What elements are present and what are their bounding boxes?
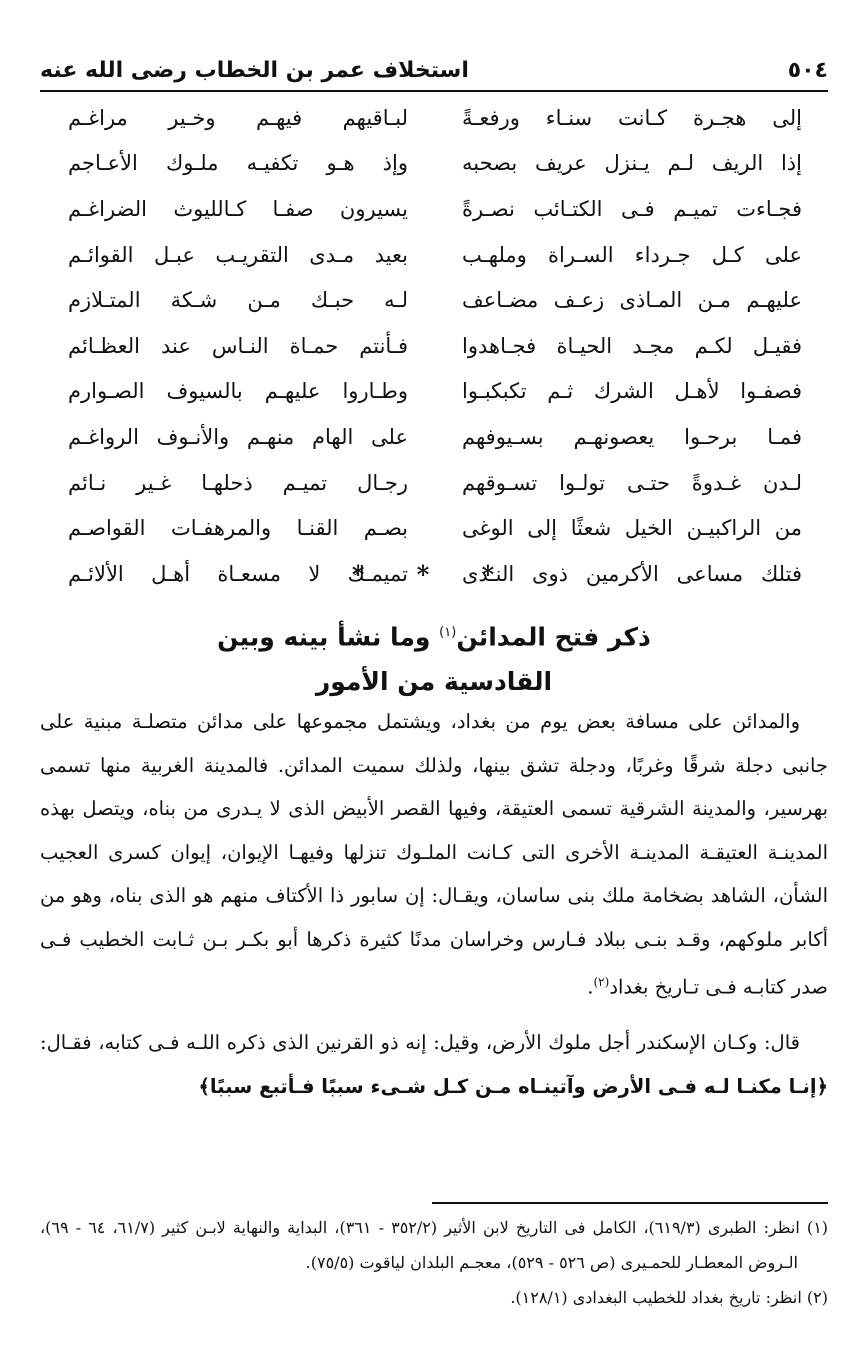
- running-title: استخلاف عمر بن الخطاب رضى الله عنه: [40, 57, 469, 83]
- poem-verse: [40, 505, 828, 551]
- poem-verse: [40, 95, 828, 141]
- footnote: (٢) انظر: تاريخ بغداد للخطيب البغدادى (١٢٨/١).: [510, 1288, 828, 1307]
- paragraph: [40, 700, 828, 1009]
- verse-second-hemistich: وإذ هـو تكفيـه ملـوك الأعـاجم: [68, 151, 408, 176]
- verse-second-hemistich: فـأنتم حمـاة النـاس عند العظـائم: [68, 333, 408, 358]
- verse-first-hemistich: من الراكبيـن الخيل شعثًا إلى الوغى: [462, 516, 802, 541]
- running-header: [40, 50, 828, 92]
- footnotes: [40, 1210, 828, 1315]
- section-separator: * * *: [351, 560, 517, 589]
- footnote-ref[interactable]: (١): [439, 625, 457, 640]
- poem-verse: [40, 277, 828, 323]
- paragraph-end: .: [587, 975, 594, 999]
- verse-second-hemistich: على الهام منهـم والأنـوف الرواغـم: [68, 424, 408, 449]
- verse-second-hemistich: يسيرون صفـا كـالليوث الضراغـم: [68, 196, 408, 221]
- verse-first-hemistich: إذا الريف لـم يـنزل عريف بصحبه: [462, 151, 802, 176]
- poem-verse: [40, 460, 828, 506]
- verse-first-hemistich: فقيـل لكـم مجـد الحيـاة فجـاهدوا: [462, 333, 802, 358]
- poem-verse: [40, 232, 828, 278]
- verse-second-hemistich: وطـاروا عليهـم بالسيوف الصـوارم: [68, 379, 408, 404]
- poem-verse: [40, 369, 828, 415]
- heading-text: ذكر فتح المدائن: [456, 622, 651, 652]
- poem: [40, 95, 828, 597]
- paragraph: [40, 1021, 828, 1108]
- section-heading-line2: القادسية من الأمور: [315, 667, 553, 697]
- poem-verse: [40, 323, 828, 369]
- verse-second-hemistich: بصـم القنـا والمرهفـات القواصـم: [68, 516, 408, 541]
- page-number: ٥٠٤: [787, 57, 828, 83]
- verse-first-hemistich: لـدن غـدوةً حتـى تولـوا تسـوقهم: [462, 470, 802, 495]
- footnote-ref[interactable]: (٢): [593, 975, 610, 989]
- verse-second-hemistich: تميمـك لا مسعـاة أهـل الألائـم: [68, 561, 408, 586]
- verse-second-hemistich: لـه حبـك مـن شـكة المتـلازم: [68, 288, 408, 313]
- section-heading: [40, 610, 828, 704]
- paragraph-text: والمدائن على مسافة بعض يوم من بغداد، ويشتمل مجموعها على مدائن متصلـة مبنية على جانبى دجلة شرقًا وغربًا، ودجلة تشق بينها، ولذلك سميت المدائن. فالمدينة الغربية منها تسمى بهرسير، والمدينة الشرقية تسمى العتيقة، وفيها القصر الأبيض الذى لا يـدرى من بناه، ويتصل بهذه المدينـة العتيقـة المدينـة الأخرى التى كـانت الملـوك تنزلها وفيهـا الإيوان، إيوان كسرى العجيب الشأن، الشاهد بضخامة ملك بنى ساسان، ويقـال: إن سابور ذا الأكتاف منهم هو الذى بناه، وهو من أكابر ملوكهم، وقـد بنـى ببلاد فـارس وخراسان مدنًا كثيرة ذكرها أبو بكـر بـن ثـابت الخطيب فـى صدر كتابـه فـى تـاريخ بغداد: [40, 710, 828, 999]
- verse-first-hemistich: فجـاءت تميـم فـى الكتـائب نصـرةً: [462, 196, 802, 221]
- verse-first-hemistich: إلى هجـرة كـانت سنـاء ورفعـةً: [462, 105, 802, 130]
- poem-verse: [40, 414, 828, 460]
- poem-verse: [40, 141, 828, 187]
- verse-second-hemistich: رجـال تميـم ذحلهـا غـير نـائم: [68, 470, 408, 495]
- verse-first-hemistich: فتلك مساعى الأكرمين ذوى النـدى: [462, 561, 802, 586]
- heading-text-rest: وما نشأ بينه وبين: [217, 622, 440, 652]
- body-text: [40, 700, 828, 1108]
- verse-first-hemistich: فمـا برحـوا يعصونهـم بسـيوفهم: [462, 424, 802, 449]
- verse-second-hemistich: لبـاقيهم فيهـم وخـير مراغـم: [68, 105, 408, 130]
- quran-quote: ﴿إنـا مكنـا لـه فـى الأرض وآتينـاه مـن كـل شـىء سببًا فـأتبع سببًا﴾: [198, 1074, 828, 1098]
- footnote: (١) انظر: الطبرى (٦١٩/٣)، الكامل فى التاريخ لابن الأثير (٣٥٢/٢ - ٣٦١)، البداية والنهاية لابـن كثير (٦١/٧، ٦٤ - ٦٩)، الـروض المعطـار للحمـيرى (ص ٥٢٦ - ٥٢٩)، معجـم البلدان لياقوت (٧٥/٥).: [40, 1218, 829, 1272]
- verse-second-hemistich: بعيد مـدى التقريـب عبـل القوائـم: [68, 242, 408, 267]
- verse-first-hemistich: فصفـوا لأهـل الشرك ثـم تكبكبـوا: [462, 379, 802, 404]
- footnote-divider: [432, 1202, 828, 1204]
- poem-verse: [40, 186, 828, 232]
- section-heading-line1: [40, 610, 828, 659]
- verse-first-hemistich: عليهـم مـن المـاذى زعـف مضـاعف: [462, 288, 802, 313]
- paragraph-text: قال: وكـان الإسكندر أجل ملوك الأرض، وقيل: إنه ذو القرنين الذى ذكره اللـه فـى كتابه، فقـال:: [40, 1031, 800, 1054]
- verse-first-hemistich: على كـل جـرداء السـراة وملهـب: [462, 242, 802, 267]
